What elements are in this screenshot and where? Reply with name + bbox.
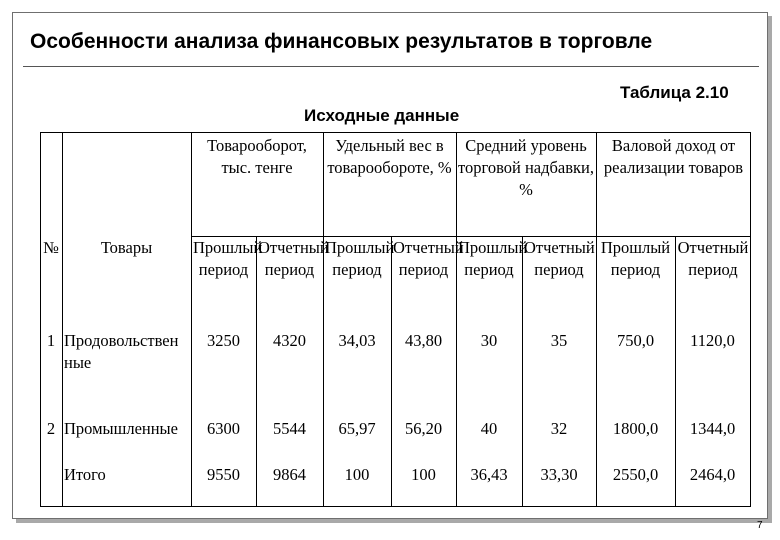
header-markup-prev: Прошлый период [458, 238, 528, 279]
header-share-prev: Прошлый период [325, 238, 395, 279]
slide-title: Особенности анализа финансовых результатов в торговле [30, 30, 653, 53]
table-row-2-share-curr: 56,20 [404, 419, 443, 438]
table-row-2-name: Промышленные [64, 419, 178, 438]
table-row-2-gross-prev: 1800,0 [612, 419, 659, 438]
table-border-right [750, 132, 751, 506]
header-gross: Валовой доход от реализации товаров [603, 136, 744, 177]
col-divider-markup [596, 132, 597, 506]
table-row-1-no: 1 [46, 331, 56, 350]
header-turnover-prev: Прошлый период [193, 238, 263, 279]
header-markup: Средний уровень торговой надбавки, % [457, 136, 594, 199]
table-border-bottom [40, 506, 751, 507]
table-row-1-markup-curr: 35 [550, 331, 568, 350]
col-divider-turnover [323, 132, 324, 506]
table-row-1-gross-prev: 750,0 [616, 331, 655, 350]
table-row-total-markup-prev: 36,43 [470, 465, 508, 484]
table-row-1-turnover-prev: 3250 [207, 331, 240, 350]
header-turnover-curr: Отчетный период [258, 238, 329, 279]
header-markup-curr: Отчетный период [524, 238, 595, 279]
table-row-total-share-prev: 100 [344, 465, 370, 484]
page-number: 7 [757, 520, 763, 531]
header-gross-curr: Отчетный период [677, 238, 749, 279]
col-divider-no [62, 132, 63, 506]
table-row-total-gross-curr: 2464,0 [689, 465, 736, 484]
table-row-1-name: Продовольственные [64, 331, 179, 372]
table-row-1-markup-prev: 30 [480, 331, 498, 350]
table-row-2-gross-curr: 1344,0 [689, 419, 736, 438]
header-share: Удельный вес в товарообороте, % [327, 136, 452, 177]
table-border-top [40, 132, 751, 133]
table-row-2-no: 2 [46, 419, 56, 438]
table-row-total-share-curr: 100 [411, 465, 436, 484]
table-row-total-gross-prev: 2550,0 [612, 465, 659, 484]
table-caption: Исходные данные [304, 106, 460, 125]
header-turnover: Товарооборот, тыс. тенге [207, 136, 307, 177]
header-gross-prev: Прошлый период [600, 238, 671, 279]
table-row-total-markup-curr: 33,30 [540, 465, 578, 484]
table-row-total-turnover-curr: 9864 [273, 465, 306, 484]
title-divider [23, 66, 759, 67]
table-row-2-markup-curr: 32 [550, 419, 568, 438]
table-border-left [40, 132, 41, 506]
table-row-total-turnover-prev: 9550 [207, 465, 240, 484]
header-goods: Товары [100, 238, 153, 257]
table-row-2-markup-prev: 40 [480, 419, 498, 438]
table-row-1-share-curr: 43,80 [404, 331, 443, 350]
table-number: Таблица 2.10 [620, 83, 729, 102]
header-no: № [43, 238, 59, 257]
table-row-total-name: Итого [64, 465, 106, 484]
table-row-1-share-prev: 34,03 [338, 331, 376, 350]
col-divider-goods [191, 132, 192, 506]
table-row-2-turnover-prev: 6300 [207, 419, 240, 438]
table-row-2-turnover-curr: 5544 [273, 419, 306, 438]
header-share-curr: Отчетный период [393, 238, 464, 279]
table-row-1-gross-curr: 1120,0 [690, 331, 735, 350]
table-row-1-turnover-curr: 4320 [273, 331, 306, 350]
table-row-2-share-prev: 65,97 [338, 419, 376, 438]
